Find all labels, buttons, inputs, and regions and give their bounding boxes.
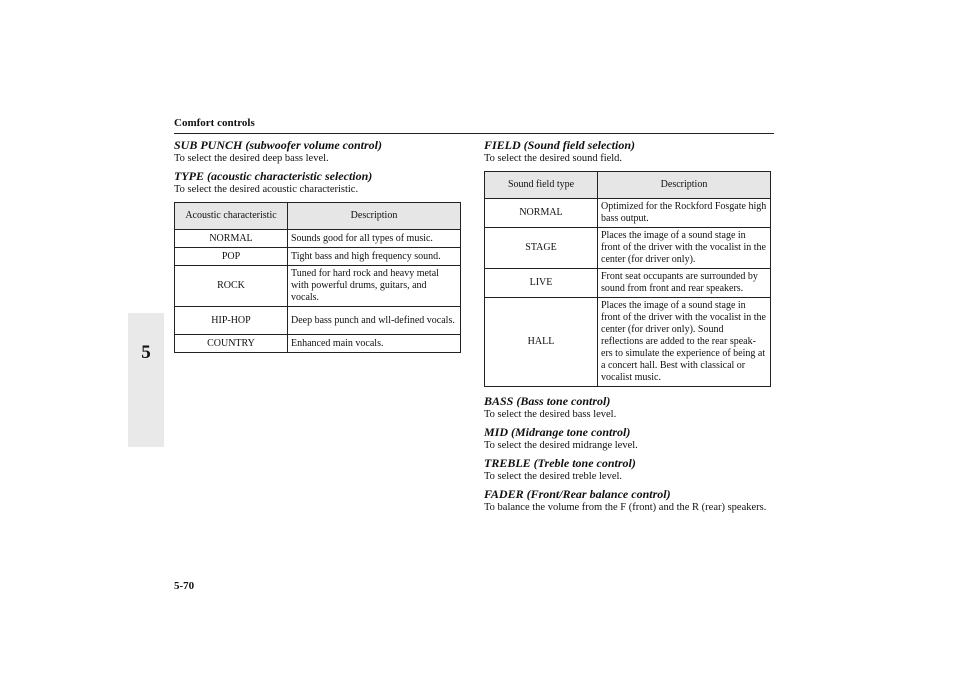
sound-field-table xyxy=(484,171,771,387)
table-row xyxy=(485,269,771,298)
table-cell-desc: Enhanced main vocals. xyxy=(288,335,461,353)
running-header: Comfort controls xyxy=(174,117,255,129)
table-cell-desc: Front seat occupants are surrounded by sound from front and rear speakers. xyxy=(598,269,771,298)
chapter-tab xyxy=(128,313,164,447)
table-cell-name: NORMAL xyxy=(175,230,288,248)
table-cell-desc: Tight bass and high frequency sound. xyxy=(288,248,461,266)
table-header-cell: Description xyxy=(288,203,461,230)
table-cell-name: COUNTRY xyxy=(175,335,288,353)
section-heading-bass: BASS (Bass tone control) xyxy=(484,394,611,408)
section-text-type: To select the desired acoustic characteristic. xyxy=(174,184,359,195)
section-text-bass: To select the desired bass level. xyxy=(484,409,617,420)
right-column xyxy=(484,139,772,519)
table-cell-desc: Optimized for the Rockford Fosgate high bass output. xyxy=(598,199,771,228)
table-header-cell: Sound field type xyxy=(485,172,598,199)
table-cell-desc: Sounds good for all types of music. xyxy=(288,230,461,248)
table-row xyxy=(175,230,461,248)
section-text-mid: To select the desired midrange level. xyxy=(484,440,638,451)
table-row xyxy=(175,335,461,353)
section-heading-field: FIELD (Sound field selection) xyxy=(484,138,636,152)
acoustic-characteristic-table xyxy=(174,202,461,353)
section-text-field: To select the desired sound field. xyxy=(484,153,623,164)
header-rule xyxy=(174,133,774,134)
table-header-cell: Description xyxy=(598,172,771,199)
section-text-treble: To select the desired treble level. xyxy=(484,471,623,482)
section-text-sub-punch: To select the desired deep bass level. xyxy=(174,153,329,164)
table-cell-name: NORMAL xyxy=(485,199,598,228)
table-row xyxy=(175,307,461,335)
table-row xyxy=(175,248,461,266)
table-row xyxy=(485,298,771,387)
table-row xyxy=(175,266,461,307)
table-cell-desc: Places the image of a sound stage in front of the driver with the vocalist in the center (for driver only). Sound reflections are added to the rear speak-ers to simulate the experience of being at a concert hall. Best with classical or vocalist music. xyxy=(598,298,771,387)
section-text-fader: To balance the volume from the F (front) and the R (rear) speakers. xyxy=(484,502,767,513)
section-heading-type: TYPE (acoustic characteristic selection) xyxy=(174,169,373,183)
table-cell-name: LIVE xyxy=(485,269,598,298)
table-cell-name: ROCK xyxy=(175,266,288,307)
table-header-row xyxy=(485,172,771,199)
left-column xyxy=(174,139,462,361)
table-header-row xyxy=(175,203,461,230)
table-cell-name: STAGE xyxy=(485,228,598,269)
table-cell-name: HALL xyxy=(485,298,598,387)
table-row xyxy=(485,228,771,269)
chapter-number: 5 xyxy=(141,342,151,363)
table-cell-desc: Places the image of a sound stage in front of the driver with the vocalist in the center (for driver only). xyxy=(598,228,771,269)
table-cell-name: HIP-HOP xyxy=(175,307,288,335)
section-heading-fader: FADER (Front/Rear balance control) xyxy=(484,487,671,501)
table-header-cell: Acoustic characteristic xyxy=(175,203,288,230)
table-row xyxy=(485,199,771,228)
section-heading-treble: TREBLE (Treble tone control) xyxy=(484,456,636,470)
section-heading-mid: MID (Midrange tone control) xyxy=(484,425,631,439)
table-cell-name: POP xyxy=(175,248,288,266)
page-number: 5-70 xyxy=(174,580,195,592)
section-heading-sub-punch: SUB PUNCH (subwoofer volume control) xyxy=(174,138,383,152)
table-cell-desc: Deep bass punch and wll-defined vocals. xyxy=(288,307,461,335)
table-cell-desc: Tuned for hard rock and heavy metal with powerful drums, guitars, and vocals. xyxy=(288,266,461,307)
